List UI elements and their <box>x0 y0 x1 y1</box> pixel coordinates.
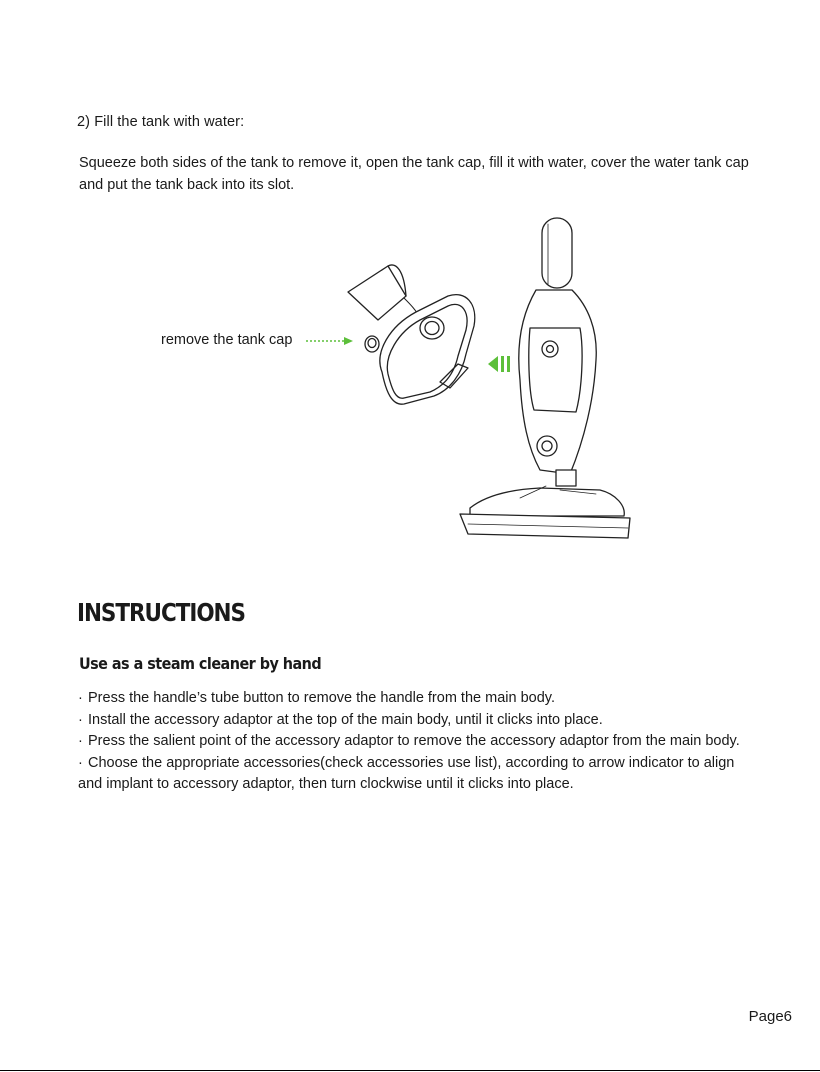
water-tank-illustration <box>380 295 475 405</box>
callout-arrow-icon <box>306 337 353 345</box>
instruction-list <box>78 688 758 796</box>
list-item <box>78 753 758 796</box>
list-item <box>78 688 758 710</box>
bullet-icon: · <box>78 711 83 728</box>
water-jug-icon <box>348 265 420 320</box>
bullet-icon: · <box>78 733 83 749</box>
list-item-text: Choose the appropriate accessories(check accessories use list), according to arrow indicator to align and implant to accessory adaptor, then turn clockwise until it clicks into place. <box>78 754 735 792</box>
list-item-text: Install the accessory adaptor at the top of the main body, until it clicks into place. <box>88 711 603 728</box>
list-item-text: Press the salient point of the accessory adaptor to remove the accessory adaptor from the main body. <box>88 733 740 749</box>
bullet-icon: · <box>78 690 83 706</box>
remove-cap-callout: remove the tank cap <box>161 332 293 348</box>
insert-direction-arrow-icon <box>488 356 510 372</box>
subsection-title: Use as a steam cleaner by hand <box>79 654 322 673</box>
step-heading: 2) Fill the tank with water: <box>77 114 245 130</box>
step-instructions: Squeeze both sides of the tank to remove it, open the tank cap, fill it with water, cover the water tank cap and put the tank back into its slot. <box>79 155 749 193</box>
list-item-text: Press the handle’s tube button to remove the handle from the main body. <box>88 690 555 706</box>
steam-mop-illustration <box>0 205 820 565</box>
bottom-divider <box>0 1070 820 1071</box>
section-title: INSTRUCTIONS <box>77 598 245 627</box>
page-number: Page6 <box>748 1008 792 1025</box>
bullet-icon: · <box>78 754 83 771</box>
list-item <box>78 710 758 732</box>
tank-cap-icon <box>365 336 379 352</box>
steam-mop-body <box>460 218 630 538</box>
list-item <box>78 731 758 753</box>
